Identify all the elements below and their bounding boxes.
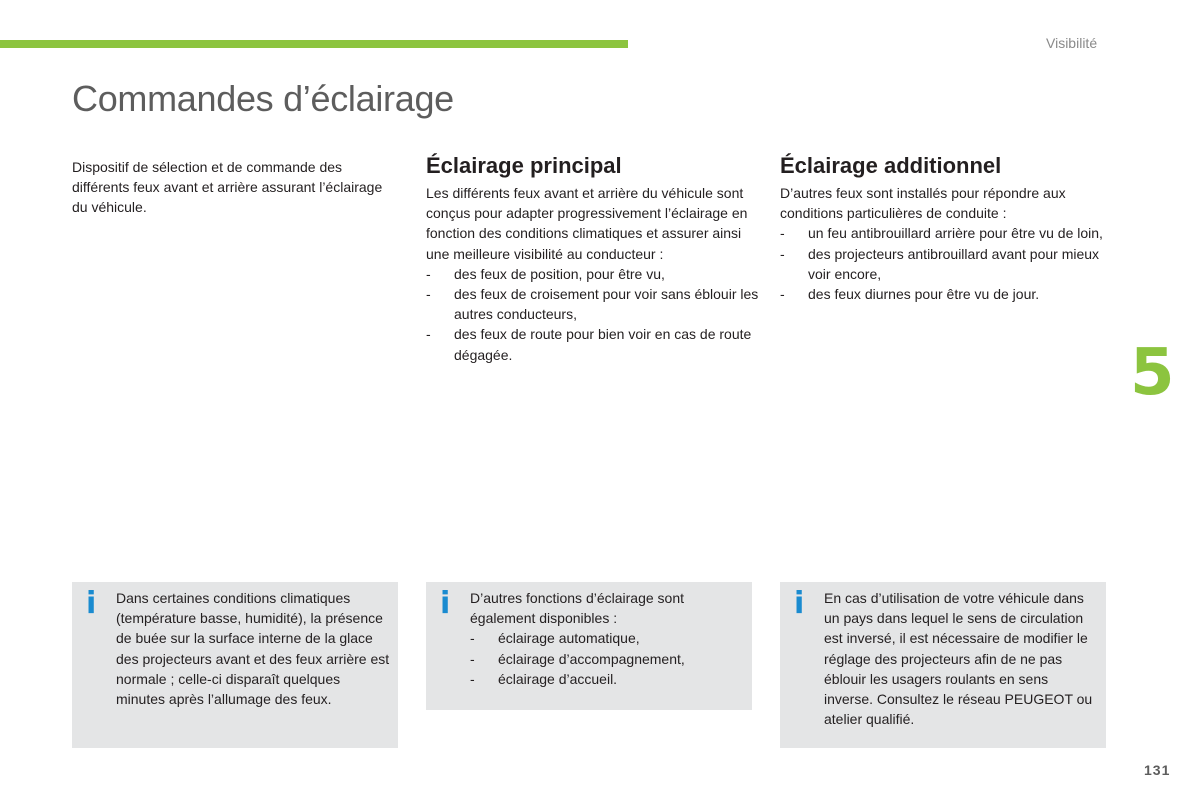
chapter-accent-bar: [0, 40, 628, 48]
main-lighting-list: [426, 264, 761, 365]
info-box-other-functions: [426, 582, 752, 710]
info-box-text: Dans certaines conditions climatiques (température basse, humidité), la présence de buée sur la surface interne de la glace des projecteurs avant et des feux arrière est normale ; celle-ci disparaît quelques minutes après l’allumage des feux.: [116, 590, 390, 708]
info-box-driving-side: [780, 582, 1106, 748]
section-label: Visibilité: [1046, 35, 1098, 51]
list-item: - des feux de croisement pour voir sans éblouir les autres conducteurs,: [426, 284, 761, 324]
info-icon: i: [794, 586, 805, 621]
intro-paragraph: Dispositif de sélection et de commande des différents feux avant et arrière assurant l’éclairage du véhicule.: [72, 159, 383, 215]
main-lighting-text: Les différents feux avant et arrière du véhicule sont conçus pour adapter progressivement l’éclairage en fonction des conditions climatiques et assurer ainsi une meilleure visibilité au conducteur :: [426, 185, 748, 262]
additional-lighting-heading: Éclairage additionnel: [780, 153, 1002, 178]
list-item: - des feux de route pour bien voir en cas de route dégagée.: [426, 324, 761, 364]
list-item: - des feux de position, pour être vu,: [426, 264, 761, 284]
info-icon: i: [86, 586, 97, 621]
additional-lighting-list: [780, 223, 1115, 304]
info-box-list: [470, 628, 744, 689]
list-item: - éclairage automatique,: [470, 628, 744, 648]
info-box-text: En cas d’utilisation de votre véhicule dans un pays dans lequel le sens de circulation est inversé, il est nécessaire de modifier le réglage des projecteurs afin de ne pas éblouir les usagers roulants en sens inverse. Consultez le réseau PEUGEOT ou atelier qualifié.: [824, 590, 1093, 728]
info-box-condensation: [72, 582, 398, 748]
info-box-text: D’autres fonctions d’éclairage sont également disponibles :: [470, 590, 685, 627]
list-item: - des feux diurnes pour être vu de jour.: [780, 284, 1115, 304]
list-item: - un feu antibrouillard arrière pour être vu de loin,: [780, 223, 1115, 243]
additional-lighting-section: [780, 153, 1115, 304]
chapter-number: 5: [1130, 336, 1175, 410]
list-item: - éclairage d’accompagnement,: [470, 649, 744, 669]
list-item: - des projecteurs antibrouillard avant pour mieux voir encore,: [780, 244, 1115, 284]
main-lighting-heading: Éclairage principal: [426, 153, 622, 178]
page-number: 131: [1144, 762, 1171, 778]
main-lighting-section: [426, 153, 761, 365]
info-icon: i: [440, 586, 451, 621]
list-item: - éclairage d’accueil.: [470, 669, 744, 689]
page-title: Commandes d’éclairage: [72, 78, 454, 119]
additional-lighting-text: D’autres feux sont installés pour répondre aux conditions particulières de conduite :: [780, 185, 1066, 222]
